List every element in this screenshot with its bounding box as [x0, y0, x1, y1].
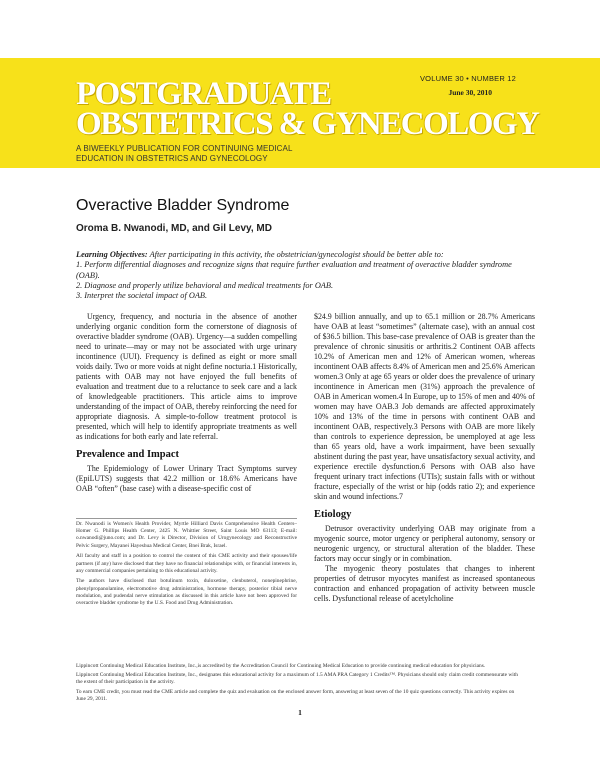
issue-date: June 30, 2010 — [448, 88, 492, 97]
objectives-intro: After participating in this activity, the obstetrician/gynecologist should be better able to: — [149, 250, 444, 259]
masthead-tagline: A BIWEEKLY PUBLICATION FOR CONTINUING MEDICAL EDUCATION IN OBSTETRICS AND GYNECOLOGY — [76, 144, 293, 163]
objective-item: 2. Diagnose and properly utilize behavioral and medical treatments for OAB. — [76, 280, 334, 290]
objective-item: 3. Interpret the societal impact of OAB. — [76, 291, 208, 301]
objective-item: 1. Perform differential diagnoses and recognize signs that require further evaluation and treatment of overactive bladder syndrome (OAB). — [76, 260, 512, 280]
myogenic-paragraph: The myogenic theory postulates that changes to inherent properties of detrusor myocytes manifest as increased spontaneous contraction and enhanced propagation of activity between muscle cells. Dysfunctional release of acetylcholine — [314, 564, 535, 603]
prevalence-paragraph: The Epidemiology of Lower Urinary Tract Symptoms survey (EpiLUTS) suggests that 42.2 million or 18.6% Americans have OAB “often” (base case) with a disease-specific cost of — [76, 464, 297, 493]
article-title: Overactive Bladder Syndrome — [76, 197, 290, 214]
author-notes — [76, 521, 297, 611]
credit-designation: Lippincott Continuing Medical Education Institute, Inc., designates this educational activity for a maximum of 1.5 AMA PRA Category 1 Credits™. Physicians should only claim credit commensurate with the extent of their participation in the activity. — [76, 672, 518, 686]
off-label-note: The authors have disclosed that botulinum toxin, duloxetine, clenbuterol, nonepinephrine, phenylpropanolamine, electromotive drug administration, hormone therapy, posterior tibial nerve modulation, and pudendal nerve stimulation as discussed in this article have not been approved for overactive bladder syndrome by the U.S. Food and Drug Administration. — [76, 578, 297, 607]
intro-paragraph: Urgency, frequency, and nocturia in the absence of another underlying organic condition form the cornerstone of diagnosis of overactive bladder syndrome (OAB). Urgency—a sudden compelling need to urinate—may or may not be associated with urge urinary incontinence (UUI). Frequency is defined as eight or more small voids daily. Two or more voids at night define nocturia.1 Historically, patients with OAB may not have enjoyed the full benefits of evaluation and treatment due to a reluctance to seek care and a lack of knowledgeable practitioners. This article aims to improve understanding of the impact of OAB, thereby reinforcing the need for appropriate diagnosis. A simple-to-follow treatment protocol is presented, which will help to identify appropriate treatments as well as indications for both early and late referral. — [76, 312, 297, 441]
disclosure-note: All faculty and staff in a position to control the content of this CME activity and their spouses/life partners (if any) have disclosed that they have no financial relationships with, or financial interests in, any commercial companies pertaining to this educational activity. — [76, 553, 297, 574]
accreditation-statement: Lippincott Continuing Medical Education Institute, Inc.,is accredited by the Accreditation Council for Continuing Medical Education to provide continuing medical education for physicians. — [76, 663, 486, 669]
footnote-divider — [76, 518, 297, 519]
left-column — [76, 312, 297, 494]
article-authors: Oroma B. Nwanodi, MD, and Gil Levy, MD — [76, 223, 272, 234]
section-heading-prevalence: Prevalence and Impact — [76, 449, 180, 460]
objectives-label: Learning Objectives: — [76, 250, 148, 259]
accreditation-footer — [76, 663, 524, 705]
page-number: 1 — [298, 708, 302, 717]
learning-objectives — [76, 250, 524, 301]
author-affiliation-note: Dr. Nwanodi is Women's Health Provider, Myrtle Hilliard Davis Comprehensive Health Centers–Homer G. Phillips Health Center, 2425 N. Whittier Street, Saint Louis MO 63113; E-mail: o.nwanodi@juno.com; and Dr. Levy is Director, Division of Urogynecology and Reconstructive Pelvic Surgery, Mayanei Hayeshua Medical Center, Bnei Brak, Israel. — [76, 521, 297, 549]
masthead-title-line2: OBSTETRICS & GYNECOLOGY — [76, 106, 539, 142]
cme-instructions: To earn CME credit, you must read the CME article and complete the quiz and evaluation on the enclosed answer form, answering at least seven of the 10 quiz questions correctly. This activity expires on June 29, 2011. — [76, 688, 515, 702]
volume-number: VOLUME 30 • NUMBER 12 — [419, 74, 516, 83]
masthead-title-line1: POSTGRADUATE — [76, 76, 331, 112]
etiology-paragraph: Detrusor overactivity underlying OAB may originate from a myogenic source, motor urgency or peripheral autonomy, sensory or neurogenic urgency, or structural alteration of the bladder. These factors may occur singly or in combination. — [314, 524, 535, 563]
prevalence-continued-paragraph: $24.9 billion annually, and up to 65.1 million or 28.7% Americans have OAB at least “sometimes” (alternate case), with an annual cost of $36.5 billion. This base-case prevalence of OAB is greater than the prevalence of chronic sinusitis or arthritis.2 Continent OAB affects 10.2% of American men and 12% of American women, whereas incontinent OAB affects 8.4% of American men and 25.6% American women.3 Only at age 65 years or older does the prevalence of urinary incontinence in American men (31%) approach the prevalence of OAB in American women.4 In Europe, up to 15% of men and 40% of women may have OAB.3 Job demands are affected approximately 10% and 13% of the time in persons with continent OAB and incontinent OAB, respectively.3 Persons with OAB are more likely than controls to experience depression, be unemployed at age less than 65 years old, have a work impairment, have been sexually abstinent during the past year, have unsatisfactory sexual activity, and experience erectile dysfunction.6 Persons with OAB also have frequent urinary tract infections (UTIs); sustain falls with or without fracture, especially of the wrist or hip (odds ratio 2); and experience skin and wound infections.7 — [314, 312, 535, 501]
section-heading-etiology: Etiology — [314, 509, 352, 520]
right-column — [314, 312, 535, 604]
